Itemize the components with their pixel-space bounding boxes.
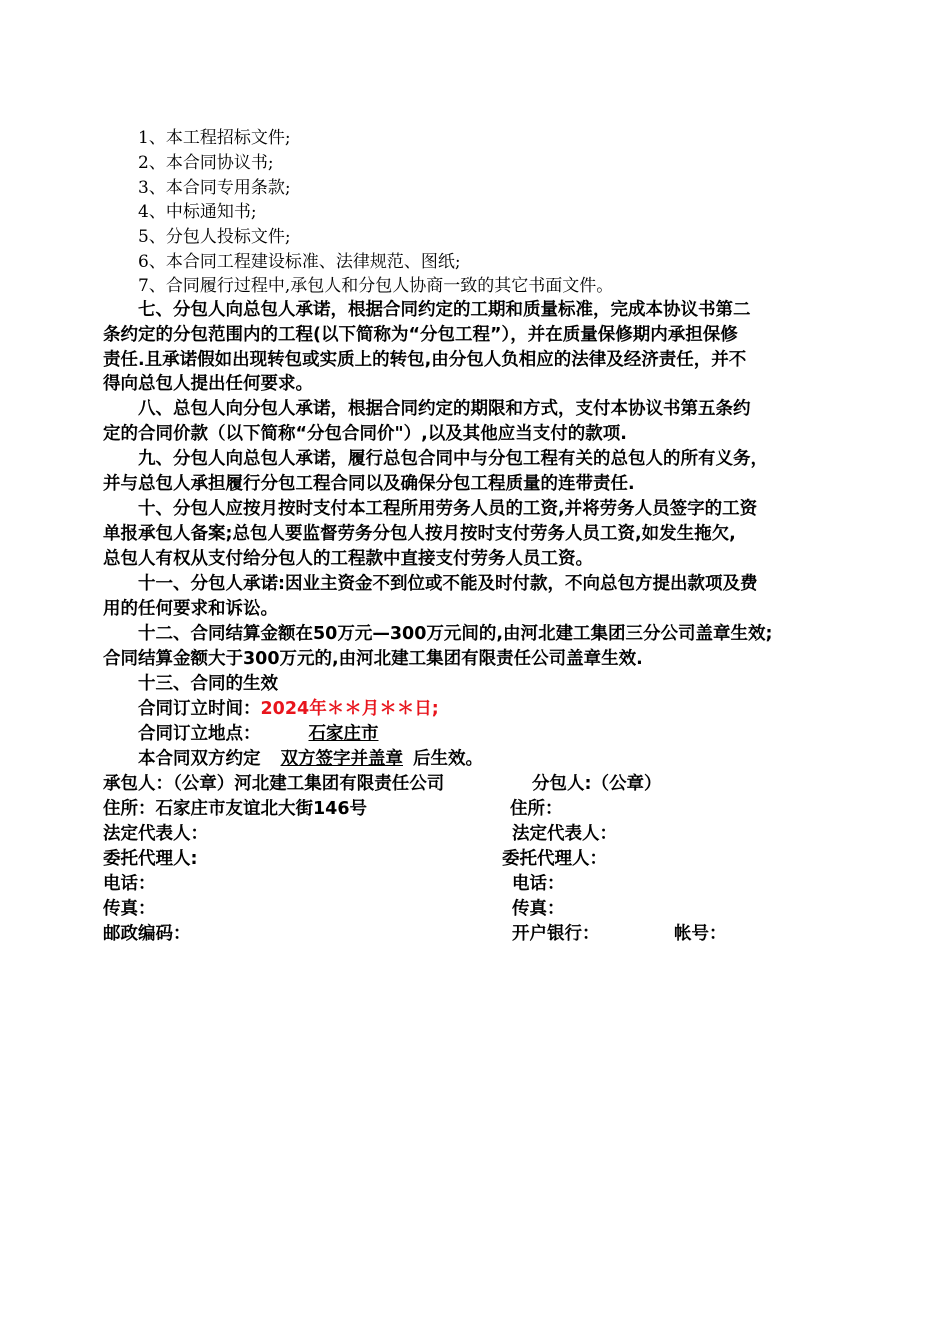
effect-value: 双方签字并盖章 [280, 749, 403, 769]
subcontractor-line: 分包人:（公章） [532, 774, 662, 794]
doc-list-item: 7、合同履行过程中,承包人和分包人协商一致的其它书面文件。 [138, 276, 614, 296]
doc-list-item: 4、中标通知书; [138, 202, 257, 222]
paragraph-line: 责任.且承诺假如出现转包或实质上的转包,由分包人负相应的法律及经济责任，并不 [103, 350, 747, 370]
subcontractor-address: 住所： [510, 799, 563, 819]
paragraph-line: 单报承包人备案;总包人要监督劳务分包人按月按时支付劳务人员工资,如发生拖欠, [103, 524, 736, 544]
doc-list-item: 1、本工程招标文件; [138, 128, 291, 148]
contractor-agent: 委托代理人: [103, 849, 198, 869]
contractor-legal-rep: 法定代表人： [103, 824, 208, 844]
subcontractor-fax: 传真： [512, 899, 565, 919]
subcontractor-account: 帐号： [674, 924, 727, 944]
paragraph-line: 八、总包人向分包人承诺，根据合同约定的期限和方式，支付本协议书第五条约 [103, 399, 751, 419]
paragraph-line: 十三、合同的生效 [103, 674, 278, 694]
contractor-fax: 传真： [103, 899, 156, 919]
effect-prefix: 本合同双方约定 [138, 749, 261, 769]
doc-list-item: 2、本合同协议书; [138, 153, 274, 173]
sign-time [138, 697, 439, 722]
contractor-postcode: 邮政编码： [103, 924, 191, 944]
subcontractor-legal-rep: 法定代表人： [512, 824, 617, 844]
paragraph-line: 合同结算金额大于300万元的,由河北建工集团有限责任公司盖章生效. [103, 649, 643, 669]
paragraph-line: 总包人有权从支付给分包人的工程款中直接支付劳务人员工资。 [103, 549, 593, 569]
subcontractor-bank: 开户银行： [512, 924, 600, 944]
paragraph-line: 七、分包人向总包人承诺，根据合同约定的工期和质量标准，完成本协议书第二 [103, 300, 751, 320]
sign-time-label: 合同订立时间： [138, 699, 261, 719]
paragraph-line: 并与总包人承担履行分包工程合同以及确保分包工程质量的连带责任. [103, 474, 635, 494]
paragraph-line: 用的任何要求和诉讼。 [103, 599, 278, 619]
sign-place-value: 石家庄市 [308, 724, 379, 744]
subcontractor-agent: 委托代理人： [502, 849, 607, 869]
doc-list-item: 5、分包人投标文件; [138, 227, 291, 247]
doc-list-item: 6、本合同工程建设标准、法律规范、图纸; [138, 252, 461, 272]
contractor-phone: 电话： [103, 874, 156, 894]
paragraph-line: 十一、分包人承诺:因业主资金不到位或不能及时付款，不向总包方提出款项及费 [103, 574, 758, 594]
paragraph-line: 十、分包人应按月按时支付本工程所用劳务人员的工资,并将劳务人员签字的工资 [103, 499, 758, 519]
paragraph-line: 得向总包人提出任何要求。 [103, 374, 313, 394]
contractor-address: 住所：石家庄市友谊北大街146号 [103, 799, 368, 819]
paragraph-line: 十二、合同结算金额在50万元—300万元间的,由河北建工集团三分公司盖章生效; [103, 624, 773, 644]
effect-suffix: 后生效。 [413, 749, 483, 769]
paragraph-line: 条约定的分包范围内的工程(以下简称为“分包工程”），并在质量保修期内承担保修 [103, 325, 738, 345]
effect-clause [138, 747, 483, 772]
subcontractor-phone: 电话： [512, 874, 565, 894]
doc-list-item: 3、本合同专用条款; [138, 178, 291, 198]
sign-time-value: 2024年＊＊月＊＊日; [260, 699, 439, 719]
paragraph-line: 九、分包人向总包人承诺，履行总包合同中与分包工程有关的总包人的所有义务， [103, 449, 768, 469]
sign-place-label: 合同订立地点： [138, 724, 261, 744]
contractor-line: 承包人：（公章）河北建工集团有限责任公司 [103, 774, 445, 794]
sign-place [138, 722, 409, 747]
paragraph-line: 定的合同价款（以下简称“分包合同价"）,以及其他应当支付的款项. [103, 424, 627, 444]
